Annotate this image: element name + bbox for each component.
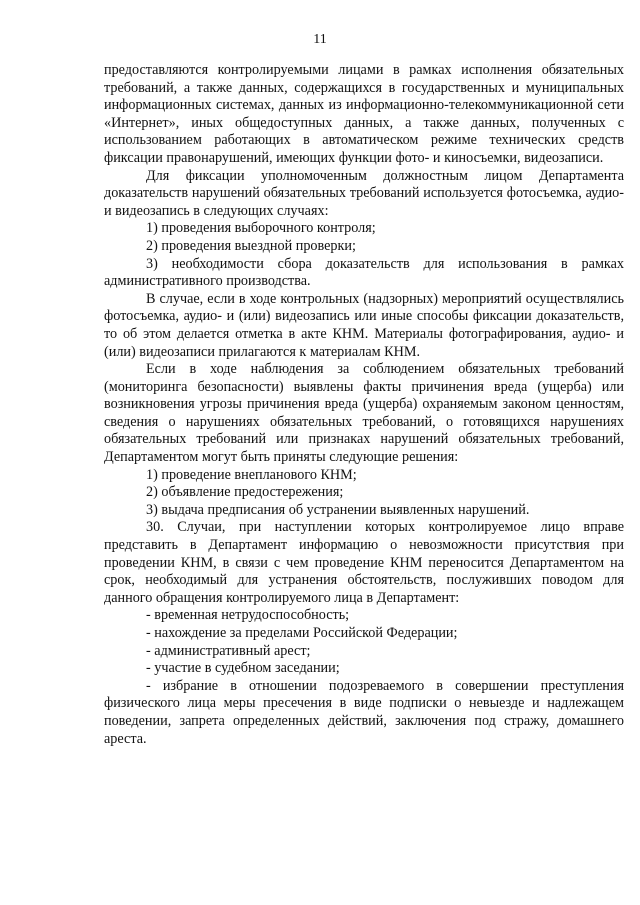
list-item: - избрание в отношении подозреваемого в совершении преступления физического лица меры пресечения в виде подписки о невыезде и надлежащем поведении, запрета определенных действий, заключения под стражу, домашнего ареста. bbox=[104, 677, 624, 747]
page-number: 11 bbox=[313, 32, 327, 47]
paragraph-knm-materials: В случае, если в ходе контрольных (надзорных) мероприятий осуществлялись фотосъемка, аудио- и (или) видеозапись или иные способы фиксации доказательств, то об этом делается отметка в акте КНМ. Материалы фотографирования, аудио- и (или) видеозаписи прилагаются к материалам КНМ. bbox=[104, 290, 624, 360]
list-item: - нахождение за пределами Российской Федерации; bbox=[146, 625, 458, 641]
list-item: 2) проведения выездной проверки; bbox=[146, 237, 356, 254]
list-item: 1) проведения выборочного контроля; bbox=[146, 220, 376, 237]
document-body bbox=[104, 62, 624, 748]
paragraph-photo-fixation: Для фиксации уполномоченным должностным лицом Департамента доказательств нарушений обязательных требований используется фотосъемка, аудио- и видеозапись в следующих случаях: bbox=[104, 167, 624, 219]
list-item: - временная нетрудоспособность; bbox=[146, 607, 350, 624]
list-item: 1) проведение внепланового КНМ; bbox=[146, 466, 357, 483]
list-item: - участие в судебном заседании; bbox=[146, 660, 340, 677]
list-item: 3) необходимости сбора доказательств для использования в рамках административного производства. bbox=[104, 255, 624, 290]
list-item: 3) выдача предписания об устранении выявленных нарушений. bbox=[146, 501, 530, 518]
paragraph-continuation: предоставляются контролируемыми лицами в рамках исполнения обязательных требований, а также данных, содержащихся в государственных и муниципальных информационных системах, данных из информационно-телекоммуникационной сети «Интернет», иных общедоступных данных, а также данных, полученных с использованием работающих в автоматическом режиме технических средств фиксации правонарушений, имеющих функции фото- и киносъемки, видеозаписи. bbox=[104, 62, 624, 166]
paragraph-clause-30: 30. Случаи, при наступлении которых контролируемое лицо вправе представить в Департамент информацию о невозможности присутствия при проведении КНМ, в связи с чем проведение КНМ переносится Департаментом на срок, необходимый для устранения обстоятельств, послуживших поводом для данного обращения контролируемого лица в Департамент: bbox=[104, 519, 624, 606]
list-item: 2) объявление предостережения; bbox=[146, 484, 344, 501]
paragraph-monitoring-decisions: Если в ходе наблюдения за соблюдением обязательных требований (мониторинга безопасности) выявлены факты причинения вреда (ущерба) или возникновения угрозы причинения вреда (ущерба) охраняемым законом ценностям, сведения о нарушениях обязательных требований, о готовящихся нарушениях обязательных требований или признаках нарушений обязательных требований, Департаментом могут быть приняты следующие решения: bbox=[104, 361, 624, 466]
list-item: - административный арест; bbox=[146, 642, 311, 659]
